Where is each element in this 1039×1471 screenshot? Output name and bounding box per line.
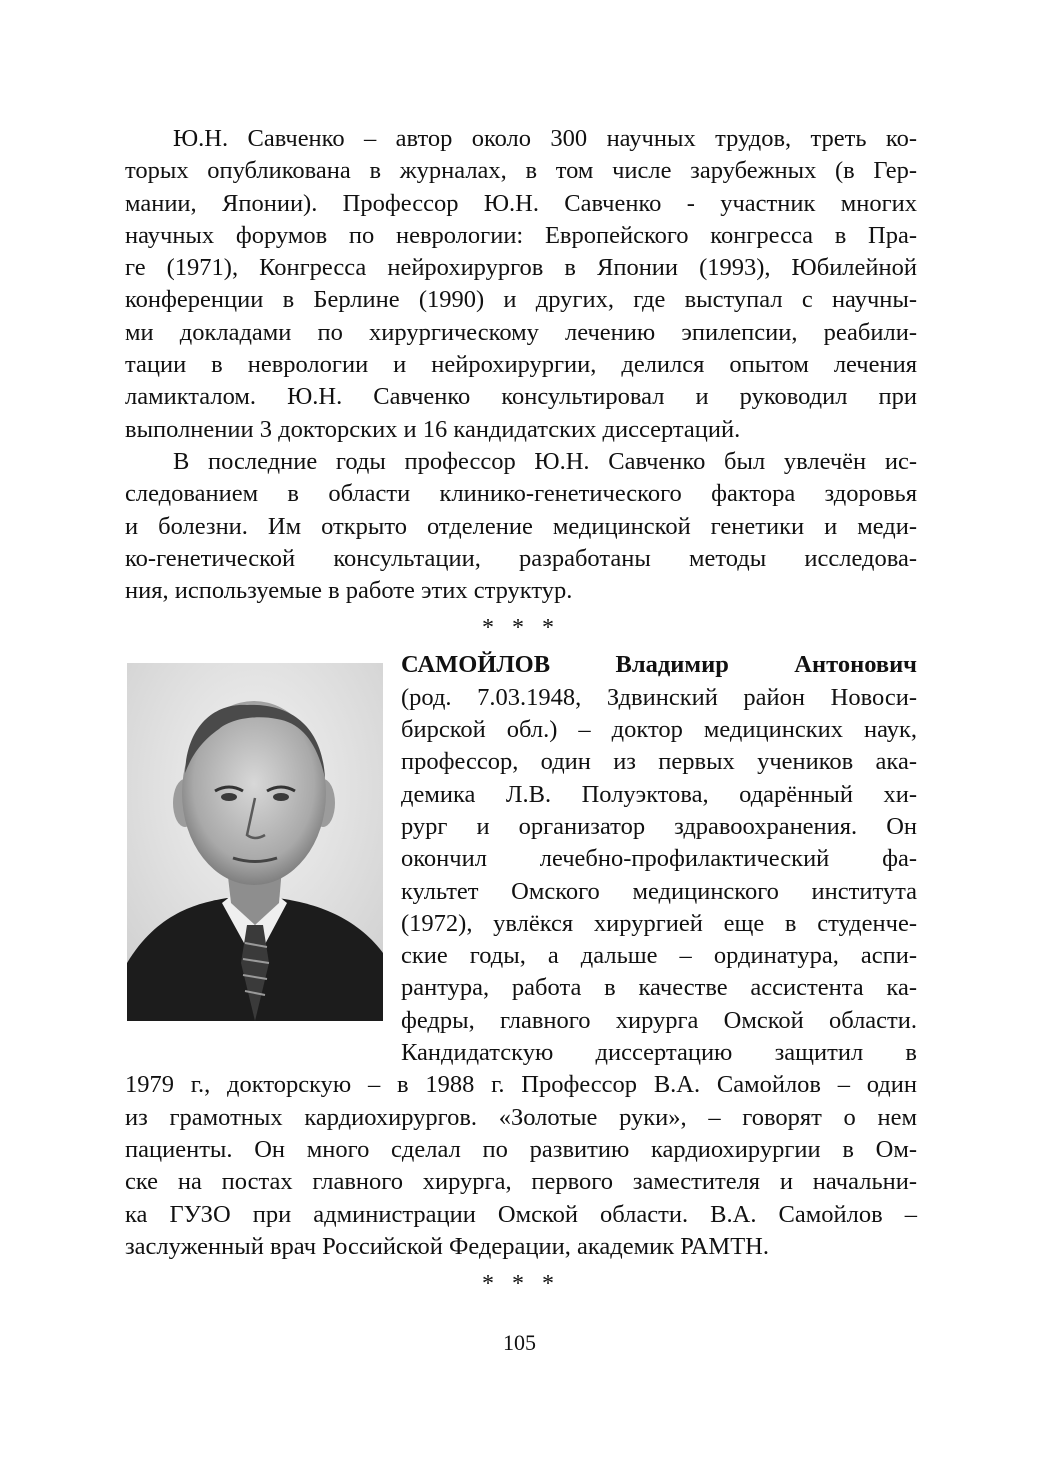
biography-block xyxy=(125,649,917,1069)
text-line: мании, Японии). Профессор Ю.Н. Савченко - участник многих xyxy=(125,189,917,217)
text-line: Ю.Н. Савченко – автор около 300 научных трудов, треть ко- xyxy=(173,125,917,152)
text-line: (род. 7.03.1948, Здвинский район Новоси- xyxy=(401,683,917,711)
text-line: выполнении 3 докторских и 16 кандидатских диссертаций. xyxy=(125,415,741,443)
text-line: 1979 г., докторскую – в 1988 г. Профессор В.А. Самойлов – один xyxy=(125,1071,917,1099)
page-body xyxy=(125,123,917,1303)
person-surname: САМОЙЛОВ xyxy=(401,651,551,679)
text-line: пациенты. Он много сделал по развитию кардиохирургии в Ом- xyxy=(125,1136,917,1164)
text-line: профессор, один из первых учеников ака- xyxy=(401,748,917,776)
text-line: рург и организатор здравоохранения. Он xyxy=(401,812,917,840)
text-line: торых опубликована в журналах, в том числе зарубежных (в Гер- xyxy=(125,157,917,185)
text-line: рантура, работа в качестве ассистента ка- xyxy=(401,974,917,1002)
text-line: ми докладами по хирургическому лечению эпилепсии, реабили- xyxy=(125,318,917,346)
text-line: тации в неврологии и нейрохирургии, делился опытом лечения xyxy=(125,351,917,379)
text-line: из грамотных кардиохирургов. «Золотые руки», – говорят о нем xyxy=(125,1103,917,1131)
biography-continuation xyxy=(125,1069,917,1263)
text-line: ские годы, а дальше – ординатура, аспи- xyxy=(401,942,917,970)
biography-text xyxy=(401,649,917,1069)
text-line: ге (1971), Конгресса нейрохирургов в Японии (1993), Юбилейной xyxy=(125,254,917,282)
person-given-names: Владимир Антонович xyxy=(615,651,917,679)
portrait-photo xyxy=(127,663,383,1021)
section-separator: * * * xyxy=(482,1271,560,1298)
text-line: (1972), увлёкся хирургией еще в студенче- xyxy=(401,909,917,937)
text-line: демика Л.В. Полуэктова, одарённый хи- xyxy=(401,780,917,808)
section-separator: * * * xyxy=(482,615,560,642)
text-line: заслуженный врач Российской Федерации, академик РАМТН. xyxy=(125,1232,769,1260)
text-line: и болезни. Им открыто отделение медицинской генетики и меди- xyxy=(125,512,917,540)
paragraph-1 xyxy=(125,123,917,446)
paragraph-2 xyxy=(125,446,917,607)
text-line: конференции в Берлине (1990) и других, где выступал с научны- xyxy=(125,286,917,314)
text-line: научных форумов по неврологии: Европейского конгресса в Пра- xyxy=(125,221,917,249)
page-number: 105 xyxy=(503,1330,536,1355)
text-line: ко-генетической консультации, разработаны методы исследова- xyxy=(125,544,917,572)
text-line: В последние годы профессор Ю.Н. Савченко был увлечён ис- xyxy=(173,447,917,475)
text-line: окончил лечебно-профилактический фа- xyxy=(401,845,917,873)
text-line: следованием в области клинико-генетического фактора здоровья xyxy=(125,480,917,508)
text-line: Кандидатскую диссертацию защитил в xyxy=(401,1039,917,1067)
text-line: федры, главного хирурга Омской области. xyxy=(401,1006,917,1034)
text-line: ния, используемые в работе этих структур. xyxy=(125,577,573,605)
text-line: ламикталом. Ю.Н. Савченко консультировал и руководил при xyxy=(125,383,917,411)
biography-heading xyxy=(401,649,917,681)
text-line: бирской обл.) – доктор медицинских наук, xyxy=(401,716,917,744)
text-line: ске на постах главного хирурга, первого заместителя и начальни- xyxy=(125,1168,917,1196)
text-line: ка ГУЗО при администрации Омской области. В.А. Самойлов – xyxy=(125,1200,917,1228)
text-line: культет Омского медицинского института xyxy=(401,877,917,905)
